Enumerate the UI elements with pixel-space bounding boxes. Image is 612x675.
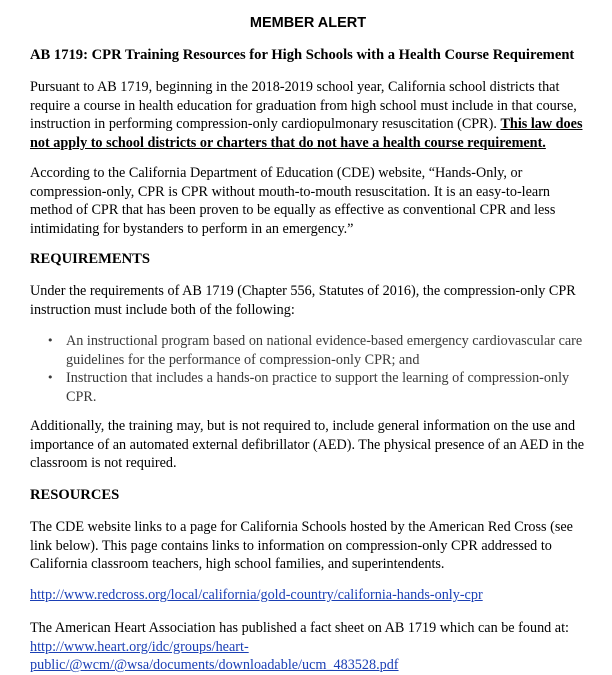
bullet-line: CPR. [66,388,97,405]
document-title: AB 1719: CPR Training Resources for High Schools with a Health Course Requirement [30,47,575,63]
requirements-heading: REQUIREMENTS [30,251,151,267]
requirements-intro [30,282,586,319]
aed-line: Additionally, the training may, but is not required to, include general information on the use and [30,418,576,434]
aha-link[interactable] [30,638,586,657]
list-item [47,369,587,406]
requirements-line: Under the requirements of AB 1719 (Chapter 556, Statutes of 2016), the compression-only CPR [30,283,576,299]
bullet-icon: • [47,371,54,384]
aed-line: classroom is not required. [30,455,177,471]
bullet-icon: • [47,334,54,347]
resources-line: The CDE website links to a page for California Schools hosted by the American Red Cross (see [30,519,573,535]
bullet-line: An instructional program based on national evidence-based emergency cardiovascular care [66,333,583,349]
resources-heading: RESOURCES [30,487,120,503]
aed-line: importance of an automated external defibrillator (AED). The physical presence of an AED in the [30,436,585,453]
cde-quote-paragraph [30,164,586,238]
bullet-line: Instruction that includes a hands-on practice to support the learning of compression-only [66,370,570,386]
aha-text: The American Heart Association has published a fact sheet on AB 1719 which can be found at: [30,620,569,636]
aha-link[interactable] [30,656,586,675]
intro-line [30,134,586,153]
resources-line: link below). This page contains links to information on compression-only CPR addressed to [30,537,552,554]
quote-line: method of CPR that has been proven to be equally as effective as conventional CPR and less [30,202,556,218]
quote-line: compression-only, CPR is CPR without mouth-to-mouth resuscitation. It is an easy-to-learn [30,183,551,200]
intro-line [30,115,586,134]
aha-link-part: public/@wcm/@wsa/documents/downloadable/ucm_483528.pdf [30,657,399,673]
redcross-link[interactable]: http://www.redcross.org/local/california/gold-country/california-hands-only-cpr [30,587,483,603]
alert-title: MEMBER ALERT [249,15,367,31]
bullet-line: guidelines for the performance of compression-only CPR; and [66,351,420,368]
quote-line: According to the California Department of Education (CDE) website, “Hands-Only, or [30,165,523,181]
requirements-line: instruction must include both of the following: [30,301,295,318]
aha-link-part: http://www.heart.org/idc/groups/heart- [30,638,249,655]
quote-line: intimidating for bystanders to perform in an emergency.” [30,220,354,237]
law-scope-emphasis: not apply to school districts or charters that do not have a health course requirement. [30,134,546,151]
aha-paragraph [30,619,586,675]
cde-resources-paragraph [30,518,586,574]
resources-line: California classroom teachers, high school families, and superintendents. [30,556,445,572]
law-scope-emphasis: This law does [500,116,583,132]
intro-text: instruction in performing compression-only cardiopulmonary resuscitation (CPR). [30,116,501,132]
redcross-link-paragraph [30,586,586,605]
aed-paragraph [30,417,586,473]
intro-line: Pursuant to AB 1719, beginning in the 2018-2019 school year, California school districts that [30,79,560,95]
requirements-list [47,332,587,406]
intro-paragraph [30,78,586,152]
list-item [47,332,587,369]
intro-line: require a course in health education for graduation from high school must include in that course, [30,97,577,114]
